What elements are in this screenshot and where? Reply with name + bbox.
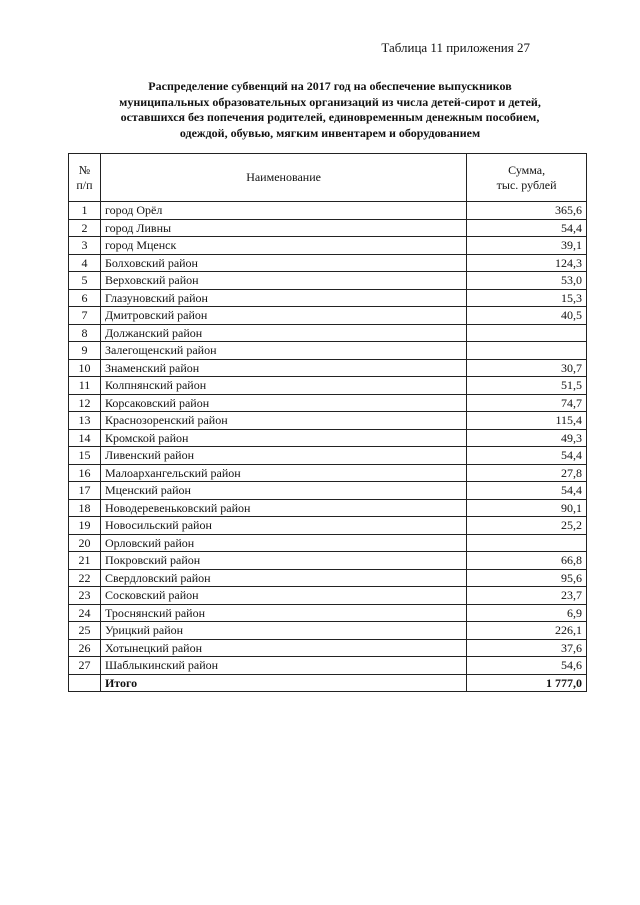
cell-num: 2 — [69, 219, 101, 237]
cell-num: 11 — [69, 377, 101, 395]
cell-sum: 23,7 — [467, 587, 587, 605]
table-row — [69, 202, 587, 220]
cell-name: Болховский район — [100, 254, 466, 272]
cell-name: город Орёл — [100, 202, 466, 220]
cell-name: Шаблыкинский район — [100, 657, 466, 675]
table-row — [69, 272, 587, 290]
table-row — [69, 552, 587, 570]
cell-sum: 66,8 — [467, 552, 587, 570]
document-heading — [80, 79, 580, 141]
table-row — [69, 464, 587, 482]
cell-sum: 226,1 — [467, 622, 587, 640]
cell-name: Ливенский район — [100, 447, 466, 465]
cell-num: 3 — [69, 237, 101, 255]
annex-caption: Таблица 11 приложения 27 — [381, 40, 530, 55]
table-row — [69, 412, 587, 430]
table-row — [69, 657, 587, 675]
cell-name: Должанский район — [100, 324, 466, 342]
cell-name: город Ливны — [100, 219, 466, 237]
table-row — [69, 342, 587, 360]
header-num — [69, 154, 101, 202]
cell-sum: 54,6 — [467, 657, 587, 675]
cell-sum: 115,4 — [467, 412, 587, 430]
cell-sum: 74,7 — [467, 394, 587, 412]
cell-num: 8 — [69, 324, 101, 342]
cell-num: 21 — [69, 552, 101, 570]
cell-num: 14 — [69, 429, 101, 447]
table-row — [69, 639, 587, 657]
cell-num: 23 — [69, 587, 101, 605]
table-row — [69, 254, 587, 272]
table-row — [69, 622, 587, 640]
cell-num: 9 — [69, 342, 101, 360]
cell-sum — [467, 342, 587, 360]
cell-num: 4 — [69, 254, 101, 272]
cell-sum — [467, 534, 587, 552]
cell-num: 10 — [69, 359, 101, 377]
heading-line: одеждой, обувью, мягким инвентарем и оборудованием — [179, 125, 481, 140]
cell-num: 16 — [69, 464, 101, 482]
cell-name: Троснянский район — [100, 604, 466, 622]
cell-num — [69, 674, 101, 692]
table-row — [69, 587, 587, 605]
table-row — [69, 219, 587, 237]
cell-sum: 27,8 — [467, 464, 587, 482]
table-row — [69, 289, 587, 307]
cell-sum: 25,2 — [467, 517, 587, 535]
cell-name: Кромской район — [100, 429, 466, 447]
cell-num: 19 — [69, 517, 101, 535]
cell-num: 1 — [69, 202, 101, 220]
cell-num: 17 — [69, 482, 101, 500]
cell-num: 20 — [69, 534, 101, 552]
header-sum-line2: тыс. рублей — [496, 177, 557, 192]
cell-name: Сосковский район — [100, 587, 466, 605]
subsidy-table — [68, 153, 587, 692]
cell-name: Свердловский район — [100, 569, 466, 587]
cell-name: Орловский район — [100, 534, 466, 552]
cell-num: 13 — [69, 412, 101, 430]
cell-name: Покровский район — [100, 552, 466, 570]
heading-line: муниципальных образовательных организаций из числа детей-сирот и детей, — [119, 94, 541, 109]
table-row — [69, 429, 587, 447]
table-row — [69, 237, 587, 255]
cell-num: 6 — [69, 289, 101, 307]
cell-name: Итого — [100, 674, 466, 692]
cell-num: 25 — [69, 622, 101, 640]
cell-sum: 365,6 — [467, 202, 587, 220]
header-num-line2: п/п — [76, 177, 93, 192]
cell-sum: 1 777,0 — [467, 674, 587, 692]
heading-line: Распределение субвенций на 2017 год на обеспечение выпускников — [148, 79, 512, 93]
cell-name: Новодеревеньковский район — [100, 499, 466, 517]
cell-name: Колпнянский район — [100, 377, 466, 395]
cell-num: 27 — [69, 657, 101, 675]
cell-sum: 39,1 — [467, 237, 587, 255]
cell-sum: 53,0 — [467, 272, 587, 290]
table-row — [69, 324, 587, 342]
cell-name: Мценский район — [100, 482, 466, 500]
heading-line: оставшихся без попечения родителей, единовременным денежным пособием, — [120, 110, 540, 124]
table-row — [69, 394, 587, 412]
cell-name: Урицкий район — [100, 622, 466, 640]
table-row — [69, 499, 587, 517]
cell-sum: 54,4 — [467, 482, 587, 500]
cell-name: город Мценск — [100, 237, 466, 255]
cell-num: 18 — [69, 499, 101, 517]
table-row — [69, 359, 587, 377]
cell-num: 22 — [69, 569, 101, 587]
cell-sum: 90,1 — [467, 499, 587, 517]
cell-name: Дмитровский район — [100, 307, 466, 325]
cell-sum: 15,3 — [467, 289, 587, 307]
header-sum — [467, 154, 587, 202]
cell-sum — [467, 324, 587, 342]
cell-num: 24 — [69, 604, 101, 622]
cell-name: Верховский район — [100, 272, 466, 290]
table-row — [69, 517, 587, 535]
cell-name: Малоархангельский район — [100, 464, 466, 482]
table-row — [69, 447, 587, 465]
cell-sum: 40,5 — [467, 307, 587, 325]
table-header-row — [69, 154, 587, 202]
header-name: Наименование — [100, 154, 466, 202]
cell-name: Краснозоренский район — [100, 412, 466, 430]
table-row — [69, 569, 587, 587]
table-row — [69, 307, 587, 325]
table-row — [69, 604, 587, 622]
cell-name: Корсаковский район — [100, 394, 466, 412]
cell-sum: 6,9 — [467, 604, 587, 622]
cell-sum: 124,3 — [467, 254, 587, 272]
table-row — [69, 482, 587, 500]
header-num-line1: № — [78, 162, 91, 177]
total-row — [69, 674, 587, 692]
cell-name: Новосильский район — [100, 517, 466, 535]
cell-num: 7 — [69, 307, 101, 325]
cell-num: 12 — [69, 394, 101, 412]
cell-name: Знаменский район — [100, 359, 466, 377]
table-row — [69, 377, 587, 395]
cell-name: Глазуновский район — [100, 289, 466, 307]
cell-num: 15 — [69, 447, 101, 465]
cell-name: Залегощенский район — [100, 342, 466, 360]
table-row — [69, 534, 587, 552]
cell-sum: 37,6 — [467, 639, 587, 657]
cell-sum: 54,4 — [467, 219, 587, 237]
cell-sum: 30,7 — [467, 359, 587, 377]
cell-sum: 54,4 — [467, 447, 587, 465]
cell-num: 5 — [69, 272, 101, 290]
header-sum-line1: Сумма, — [508, 162, 546, 177]
cell-num: 26 — [69, 639, 101, 657]
cell-sum: 49,3 — [467, 429, 587, 447]
cell-name: Хотынецкий район — [100, 639, 466, 657]
cell-sum: 95,6 — [467, 569, 587, 587]
cell-sum: 51,5 — [467, 377, 587, 395]
